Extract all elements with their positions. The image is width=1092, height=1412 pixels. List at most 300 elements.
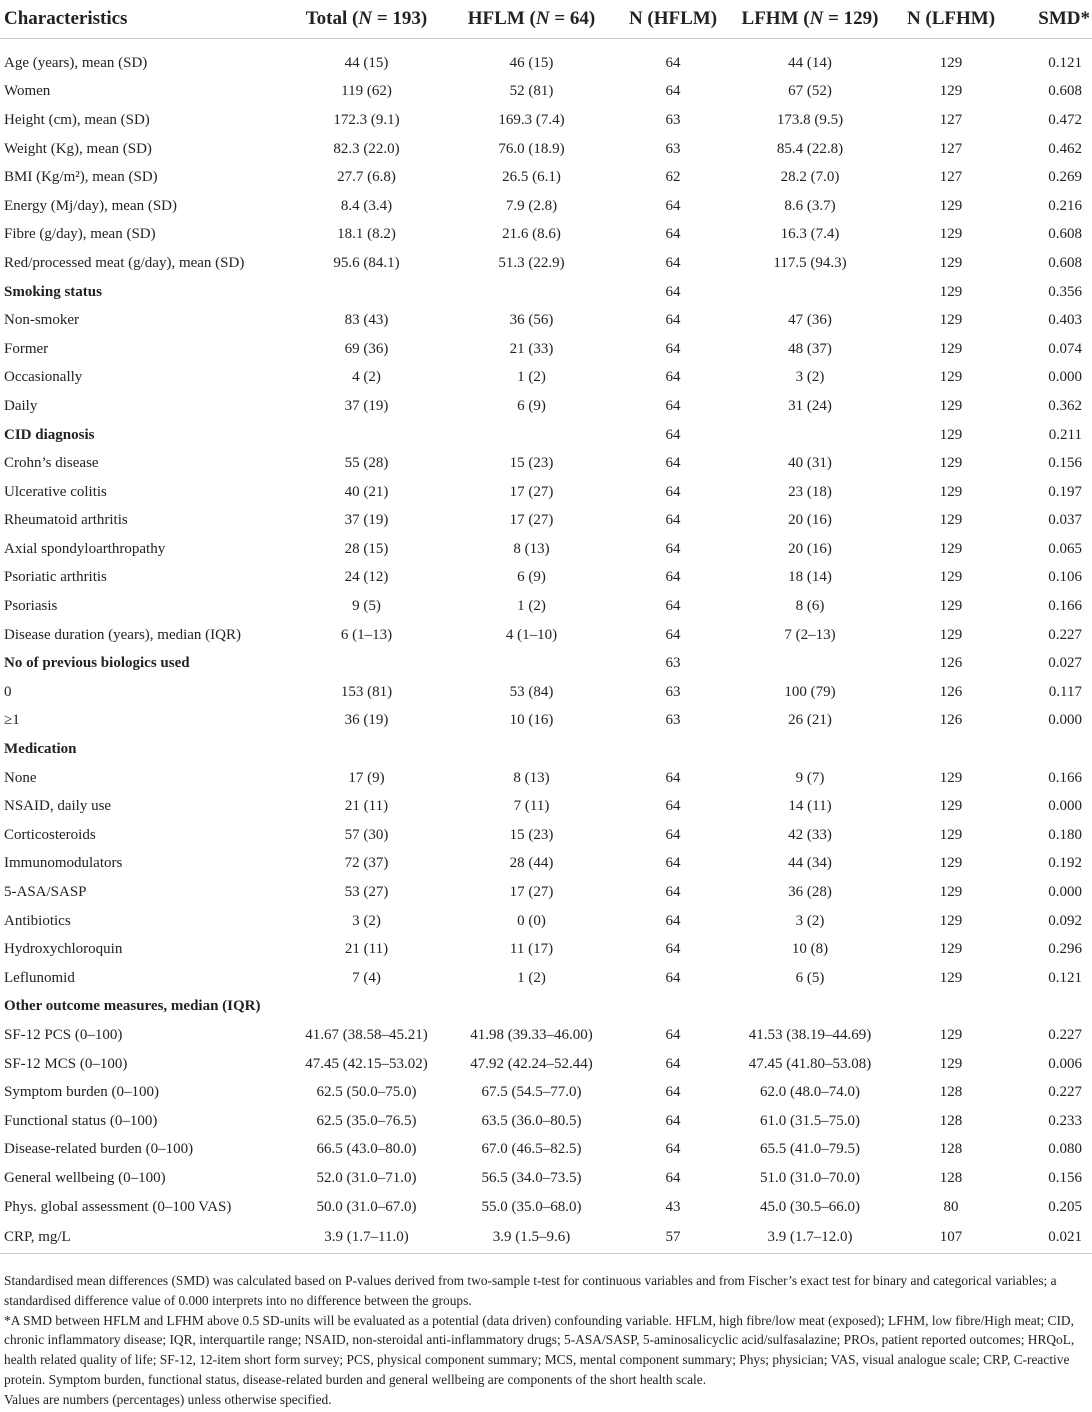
cell-n-hflm: 64 <box>665 1112 681 1129</box>
cell-n-lfhm: 129 <box>939 426 963 443</box>
cell-smd: 0.000 <box>1048 884 1082 901</box>
cell-n-lfhm: 129 <box>939 455 963 472</box>
cell-total: 52.0 (31.0–71.0) <box>316 1169 417 1186</box>
cell-n-lfhm: 129 <box>939 769 963 786</box>
cell-n-lfhm: 129 <box>939 598 963 615</box>
cell-smd: 0.117 <box>1048 683 1082 700</box>
table-row <box>0 907 1092 936</box>
section-row <box>0 649 1092 678</box>
cell-hflm: 53 (84) <box>509 683 554 700</box>
row-label: CRP, mg/L <box>0 1221 283 1254</box>
cell-smd: 0.211 <box>1048 426 1082 443</box>
cell-total: 95.6 (84.1) <box>333 254 400 271</box>
cell-smd: 0.233 <box>1048 1112 1082 1129</box>
cell-total: 153 (81) <box>340 683 393 700</box>
section-label: Smoking status <box>4 283 102 300</box>
table-row <box>0 1221 1092 1254</box>
cell-total: 40 (21) <box>344 483 389 500</box>
cell-lfhm: 41.53 (38.19–44.69) <box>748 1026 872 1043</box>
table-row <box>0 1050 1092 1079</box>
row-label: Psoriasis <box>4 598 58 615</box>
cell-total: 50.0 (31.0–67.0) <box>316 1198 417 1215</box>
cell-hflm: 11 (17) <box>509 941 554 958</box>
cell-n-hflm: 64 <box>665 197 681 214</box>
row-label: SF-12 MCS (0–100) <box>4 1055 128 1072</box>
cell-lfhm: 173.8 (9.5) <box>776 111 844 128</box>
cell-lfhm <box>733 278 887 307</box>
row-label: Former <box>4 340 49 357</box>
section-row <box>0 278 1092 307</box>
cell-hflm: 17 (27) <box>509 884 554 901</box>
cell-total: 72 (37) <box>344 855 389 872</box>
cell-total: 66.5 (43.0–80.0) <box>316 1141 417 1158</box>
row-label: Weight (Kg), mean (SD) <box>4 140 152 157</box>
section-row <box>0 735 1092 764</box>
table-row <box>0 249 1092 278</box>
row-label: Women <box>4 83 51 100</box>
header-n-hflm: N (HFLM) <box>613 0 733 39</box>
cell-lfhm: 3 (2) <box>795 912 825 929</box>
row-label: Corticosteroids <box>4 826 96 843</box>
cell-n-hflm: 63 <box>665 655 681 672</box>
cell-n-lfhm: 129 <box>939 912 963 929</box>
cell-n-lfhm: 128 <box>939 1112 963 1129</box>
cell-hflm: 3.9 (1.5–9.6) <box>450 1221 613 1254</box>
cell-total <box>283 735 450 764</box>
cell-hflm: 7 (11) <box>513 798 550 815</box>
cell-hflm: 1 (2) <box>517 969 546 986</box>
cell-n-lfhm: 129 <box>939 1055 963 1072</box>
row-label: 0 <box>4 683 12 700</box>
row-label: Immunomodulators <box>4 855 123 872</box>
cell-n-lfhm: 129 <box>939 340 963 357</box>
cell-lfhm: 28.2 (7.0) <box>780 169 840 186</box>
table-row <box>0 935 1092 964</box>
cell-total: 17 (9) <box>348 769 385 786</box>
cell-hflm: 41.98 (39.33–46.00) <box>470 1026 593 1043</box>
cell-hflm: 26.5 (6.1) <box>502 169 561 186</box>
cell-total: 172.3 (9.1) <box>333 111 400 128</box>
cell-hflm: 7.9 (2.8) <box>505 197 558 214</box>
cell-smd: 0.006 <box>1048 1055 1082 1072</box>
cell-n-hflm: 64 <box>665 1055 681 1072</box>
cell-smd: 0.227 <box>1048 1026 1082 1043</box>
cell-hflm: 15 (23) <box>509 826 554 843</box>
values-note: Values are numbers (percentages) unless otherwise specified. <box>4 1391 332 1407</box>
header-characteristics: Characteristics <box>0 0 283 39</box>
cell-n-lfhm: 129 <box>939 397 963 414</box>
cell-n-hflm: 64 <box>665 254 681 271</box>
cell-smd: 0.296 <box>1048 941 1082 958</box>
table-row <box>0 592 1092 621</box>
cell-n-hflm: 64 <box>665 512 681 529</box>
cell-n-lfhm: 126 <box>939 655 963 672</box>
cell-smd: 0.037 <box>1048 512 1082 529</box>
cell-lfhm: 8.6 (3.7) <box>784 197 836 214</box>
cell-hflm: 8 (13) <box>513 769 550 786</box>
cell-n-hflm: 64 <box>665 83 681 100</box>
cell-lfhm: 85.4 (22.8) <box>776 140 844 157</box>
cell-smd: 0.608 <box>1048 226 1082 243</box>
cell-n-lfhm: 127 <box>939 140 963 157</box>
cell-lfhm: 18 (14) <box>788 569 832 586</box>
cell-n-lfhm: 80 <box>943 1198 959 1215</box>
section-label: Medication <box>4 741 77 758</box>
row-label: None <box>4 769 37 786</box>
cell-n-lfhm <box>887 993 1015 1022</box>
cell-n-hflm: 64 <box>665 540 681 557</box>
cell-smd: 0.462 <box>1048 140 1082 157</box>
table-row <box>0 1193 1092 1222</box>
cell-lfhm: 62.0 (48.0–74.0) <box>760 1084 860 1101</box>
cell-smd: 0.472 <box>1048 111 1082 128</box>
row-label: Antibiotics <box>4 912 71 929</box>
cell-n-lfhm: 129 <box>939 197 963 214</box>
cell-n-lfhm: 129 <box>939 626 963 643</box>
row-label: Fibre (g/day), mean (SD) <box>4 226 156 243</box>
table-row <box>0 821 1092 850</box>
row-label: Axial spondyloarthropathy <box>4 540 166 557</box>
table-row <box>0 163 1092 192</box>
cell-lfhm <box>733 649 887 678</box>
cell-lfhm: 65.5 (41.0–79.5) <box>760 1141 860 1158</box>
table-row <box>0 507 1092 536</box>
row-label: Crohn’s disease <box>4 455 99 472</box>
cell-hflm: 67.0 (46.5–82.5) <box>481 1141 582 1158</box>
cell-n-lfhm: 129 <box>939 798 963 815</box>
cell-n-lfhm: 129 <box>939 254 963 271</box>
table-row <box>0 1078 1092 1107</box>
cell-total: 21 (11) <box>344 941 389 958</box>
cell-hflm: 51.3 (22.9) <box>498 254 565 271</box>
cell-n-lfhm: 129 <box>939 369 963 386</box>
table-row <box>0 335 1092 364</box>
cell-hflm: 15 (23) <box>509 455 554 472</box>
section-row <box>0 421 1092 450</box>
cell-smd: 0.269 <box>1048 169 1082 186</box>
cell-n-hflm: 64 <box>665 1026 681 1043</box>
cell-smd: 0.403 <box>1048 312 1082 329</box>
cell-lfhm: 117.5 (94.3) <box>773 254 847 271</box>
cell-n-hflm: 64 <box>665 855 681 872</box>
cell-n-hflm <box>613 993 733 1022</box>
cell-n-lfhm: 129 <box>939 83 963 100</box>
row-label: Symptom burden (0–100) <box>4 1084 159 1101</box>
row-label: BMI (Kg/m²), mean (SD) <box>4 169 158 186</box>
cell-lfhm: 47.45 (41.80–53.08) <box>748 1055 872 1072</box>
cell-lfhm: 100 (79) <box>784 683 836 700</box>
cell-hflm: 10 (16) <box>509 712 554 729</box>
table-row <box>0 78 1092 107</box>
cell-total: 8.4 (3.4) <box>340 197 393 214</box>
cell-lfhm: 31 (24) <box>788 397 832 414</box>
cell-n-lfhm: 129 <box>939 312 963 329</box>
cell-n-lfhm: 129 <box>939 941 963 958</box>
cell-n-lfhm: 126 <box>939 683 963 700</box>
table-row <box>0 1107 1092 1136</box>
row-label: Height (cm), mean (SD) <box>4 111 150 128</box>
cell-smd: 0.192 <box>1048 855 1082 872</box>
table-row <box>0 364 1092 393</box>
cell-lfhm: 36 (28) <box>788 884 832 901</box>
row-label: Phys. global assessment (0–100 VAS) <box>4 1198 232 1215</box>
cell-total: 37 (19) <box>344 512 389 529</box>
table-row <box>0 878 1092 907</box>
cell-n-hflm: 64 <box>665 569 681 586</box>
cell-smd: 0.227 <box>1048 626 1082 643</box>
cell-n-hflm: 62 <box>665 169 681 186</box>
cell-n-lfhm: 128 <box>939 1084 963 1101</box>
section-row <box>0 993 1092 1022</box>
cell-smd: 0.180 <box>1048 826 1082 843</box>
cell-n-hflm: 64 <box>665 226 681 243</box>
cell-n-hflm <box>613 735 733 764</box>
cell-lfhm: 45.0 (30.5–66.0) <box>760 1198 860 1215</box>
cell-total: 21 (11) <box>344 798 389 815</box>
cell-n-hflm: 64 <box>665 798 681 815</box>
cell-hflm: 76.0 (18.9) <box>498 140 565 157</box>
cell-hflm: 17 (27) <box>509 483 554 500</box>
row-label: Leflunomid <box>4 969 75 986</box>
row-label: Occasionally <box>4 369 83 386</box>
cell-hflm: 46 (15) <box>509 54 554 71</box>
table-row <box>0 564 1092 593</box>
cell-n-hflm: 64 <box>665 1084 681 1101</box>
cell-total <box>283 993 450 1022</box>
table-header <box>0 0 1092 39</box>
header-lfhm: LFHM (N = 129) <box>733 0 887 39</box>
cell-hflm: 52 (81) <box>509 83 554 100</box>
header-hflm: HFLM (N = 64) <box>450 0 613 39</box>
row-label: Red/processed meat (g/day), mean (SD) <box>4 254 245 271</box>
cell-smd: 0.356 <box>1048 283 1082 300</box>
cell-hflm: 36 (56) <box>509 312 554 329</box>
cell-n-hflm: 64 <box>665 312 681 329</box>
cell-smd: 0.106 <box>1048 569 1082 586</box>
row-label: Psoriatic arthritis <box>4 569 107 586</box>
table-row <box>0 621 1092 650</box>
cell-smd: 0.074 <box>1048 340 1082 357</box>
cell-n-lfhm: 129 <box>939 826 963 843</box>
row-label: SF-12 PCS (0–100) <box>4 1026 123 1043</box>
cell-smd: 0.121 <box>1048 969 1082 986</box>
table-row <box>0 106 1092 135</box>
cell-total: 28 (15) <box>344 540 389 557</box>
cell-smd: 0.608 <box>1048 254 1082 271</box>
cell-n-hflm: 64 <box>665 884 681 901</box>
cell-lfhm: 14 (11) <box>788 798 832 815</box>
cell-hflm: 17 (27) <box>509 512 554 529</box>
cell-n-hflm: 63 <box>665 683 681 700</box>
cell-n-hflm: 64 <box>665 340 681 357</box>
cell-total: 44 (15) <box>344 54 389 71</box>
row-label: Disease-related burden (0–100) <box>4 1141 194 1158</box>
cell-n-lfhm: 126 <box>939 712 963 729</box>
table-row <box>0 764 1092 793</box>
cell-n-lfhm: 129 <box>939 884 963 901</box>
cell-total: 69 (36) <box>344 340 389 357</box>
cell-total: 9 (5) <box>352 598 381 615</box>
smd-method-note: Standardised mean differences (SMD) was calculated based on P-values derived from two-sample t-test for continuous variables and from Fischer’s exact test for binary and categorical variables; a standardised difference value of 0.000 interprets into no difference between the groups. <box>4 1273 1057 1308</box>
cell-smd: 0.080 <box>1048 1141 1082 1158</box>
cell-hflm <box>450 993 613 1022</box>
table-row <box>0 1136 1092 1165</box>
spacer-row <box>0 39 1092 50</box>
cell-total: 41.67 (38.58–45.21) <box>305 1026 428 1043</box>
cell-total: 47.45 (42.15–53.02) <box>305 1055 428 1072</box>
cell-n-lfhm: 129 <box>939 855 963 872</box>
cell-lfhm: 9 (7) <box>795 769 825 786</box>
cell-lfhm: 44 (34) <box>788 855 832 872</box>
table-row <box>0 449 1092 478</box>
cell-smd: 0.000 <box>1048 369 1082 386</box>
table-row <box>0 192 1092 221</box>
table-row <box>0 135 1092 164</box>
cell-smd <box>1015 735 1092 764</box>
row-label: Rheumatoid arthritis <box>4 512 128 529</box>
cell-total <box>283 421 450 450</box>
cell-total: 4 (2) <box>352 369 381 386</box>
cell-lfhm: 48 (37) <box>788 340 832 357</box>
cell-n-lfhm: 128 <box>939 1141 963 1158</box>
cell-n-lfhm: 107 <box>887 1221 1015 1254</box>
cell-lfhm <box>733 993 887 1022</box>
cell-smd: 0.166 <box>1048 598 1082 615</box>
cell-total: 62.5 (50.0–75.0) <box>316 1084 417 1101</box>
cell-hflm <box>450 735 613 764</box>
cell-n-hflm: 64 <box>665 369 681 386</box>
cell-n-hflm: 64 <box>665 912 681 929</box>
cell-total: 57 (30) <box>344 826 389 843</box>
cell-n-lfhm: 129 <box>939 512 963 529</box>
cell-hflm: 47.92 (42.24–52.44) <box>470 1055 593 1072</box>
table-row <box>0 850 1092 879</box>
cell-total <box>283 649 450 678</box>
cell-lfhm: 6 (5) <box>795 969 825 986</box>
cell-total: 18.1 (8.2) <box>337 226 396 243</box>
cell-lfhm: 3.9 (1.7–12.0) <box>733 1221 887 1254</box>
cell-lfhm: 61.0 (31.5–75.0) <box>760 1112 860 1129</box>
cell-n-hflm: 64 <box>665 397 681 414</box>
cell-smd: 0.000 <box>1048 798 1082 815</box>
section-label: CID diagnosis <box>4 426 95 443</box>
cell-n-hflm: 64 <box>665 455 681 472</box>
cell-n-hflm: 57 <box>613 1221 733 1254</box>
row-label: General wellbeing (0–100) <box>4 1169 166 1186</box>
row-label: Functional status (0–100) <box>4 1112 158 1129</box>
row-label: Energy (Mj/day), mean (SD) <box>4 197 178 214</box>
table-row <box>0 792 1092 821</box>
cell-smd: 0.000 <box>1048 712 1082 729</box>
cell-n-lfhm: 129 <box>939 54 963 71</box>
row-label: Daily <box>4 397 38 414</box>
row-label: Non-smoker <box>4 312 79 329</box>
cell-n-lfhm: 128 <box>939 1169 963 1186</box>
cell-hflm: 169.3 (7.4) <box>498 111 565 128</box>
cell-hflm: 28 (44) <box>509 855 554 872</box>
cell-smd: 0.227 <box>1048 1084 1082 1101</box>
cell-total: 62.5 (35.0–76.5) <box>316 1112 417 1129</box>
cell-lfhm: 26 (21) <box>788 712 832 729</box>
table-row <box>0 221 1092 250</box>
cell-hflm: 55.0 (35.0–68.0) <box>481 1198 582 1215</box>
table-row <box>0 707 1092 736</box>
cell-hflm: 6 (9) <box>517 397 546 414</box>
cell-n-hflm: 64 <box>665 598 681 615</box>
cell-total: 27.7 (6.8) <box>337 169 396 186</box>
cell-smd: 0.092 <box>1048 912 1082 929</box>
cell-total: 24 (12) <box>344 569 389 586</box>
cell-smd: 0.205 <box>1048 1198 1082 1215</box>
row-label: Age (years), mean (SD) <box>4 54 148 71</box>
cell-lfhm: 67 (52) <box>788 83 832 100</box>
cell-n-hflm: 64 <box>665 969 681 986</box>
cell-total: 82.3 (22.0) <box>333 140 400 157</box>
cell-lfhm: 44 (14) <box>788 54 832 71</box>
cell-hflm: 67.5 (54.5–77.0) <box>481 1084 582 1101</box>
cell-n-hflm: 64 <box>665 941 681 958</box>
header-row <box>0 0 1092 39</box>
cell-n-lfhm <box>887 735 1015 764</box>
row-label: 5-ASA/SASP <box>4 884 87 901</box>
cell-n-lfhm: 127 <box>939 111 963 128</box>
cell-total: 83 (43) <box>344 312 389 329</box>
cell-lfhm: 10 (8) <box>791 941 829 958</box>
cell-n-lfhm: 129 <box>939 969 963 986</box>
cell-n-hflm: 64 <box>665 426 681 443</box>
cell-total: 55 (28) <box>344 455 389 472</box>
cell-hflm: 56.5 (34.0–73.5) <box>481 1169 582 1186</box>
cell-smd: 0.362 <box>1048 397 1082 414</box>
cell-smd: 0.216 <box>1048 197 1082 214</box>
cell-lfhm: 7 (2–13) <box>784 626 836 643</box>
cell-lfhm: 23 (18) <box>788 483 832 500</box>
cell-hflm: 21 (33) <box>509 340 554 357</box>
cell-n-hflm: 63 <box>665 140 681 157</box>
cell-hflm: 21.6 (8.6) <box>502 226 561 243</box>
cell-n-hflm: 64 <box>665 826 681 843</box>
cell-smd: 0.065 <box>1048 540 1082 557</box>
table-row <box>0 964 1092 993</box>
abbreviations-footnote: *A SMD between HFLM and LFHM above 0.5 SD-units will be evaluated as a potential (data driven) confounding variable. HFLM, high fibre/low meat (exposed); LFHM, low fibre/High meat; CID, chronic inflammatory disease; IQR, interquartile range; NSAID, non-steroidal anti-inflammatory drugs; 5-ASA/SASP, 5-aminosalicyclic acid/sulfasalazine; PROs, patient reported outcomes; HRQoL, health related quality of life; SF-12, 12-item short form survey; PCS, physical component summary; MCS, mental component summary; Phys; physician; VAS, visual analogue scale; CRP, C-reactive protein. Symptom burden, functional status, disease-related burden and general wellbeing are components of the short health scale. <box>4 1312 1075 1387</box>
row-label: Disease duration (years), median (IQR) <box>4 626 241 643</box>
cell-n-hflm: 64 <box>665 1141 681 1158</box>
cell-n-hflm: 63 <box>665 712 681 729</box>
cell-smd <box>1015 993 1092 1022</box>
cell-n-hflm: 64 <box>665 483 681 500</box>
cell-lfhm: 20 (16) <box>788 512 832 529</box>
cell-smd: 0.156 <box>1048 455 1082 472</box>
cell-total: 119 (62) <box>341 83 392 100</box>
cell-hflm: 63.5 (36.0–80.5) <box>481 1112 582 1129</box>
table-row <box>0 1164 1092 1193</box>
cell-n-lfhm: 129 <box>939 226 963 243</box>
cell-smd: 0.197 <box>1048 483 1082 500</box>
cell-total: 7 (4) <box>352 969 381 986</box>
cell-n-hflm: 64 <box>665 54 681 71</box>
header-n-lfhm: N (LFHM) <box>887 0 1015 39</box>
cell-hflm: 4 (1–10) <box>505 626 558 643</box>
cell-lfhm: 16.3 (7.4) <box>780 226 840 243</box>
cell-lfhm: 20 (16) <box>788 540 832 557</box>
cell-hflm <box>450 649 613 678</box>
header-total: Total (N = 193) <box>283 0 450 39</box>
cell-lfhm: 8 (6) <box>795 598 825 615</box>
cell-total: 36 (19) <box>344 712 389 729</box>
cell-n-lfhm: 129 <box>939 483 963 500</box>
cell-smd: 0.166 <box>1048 769 1082 786</box>
row-label: NSAID, daily use <box>4 798 112 815</box>
